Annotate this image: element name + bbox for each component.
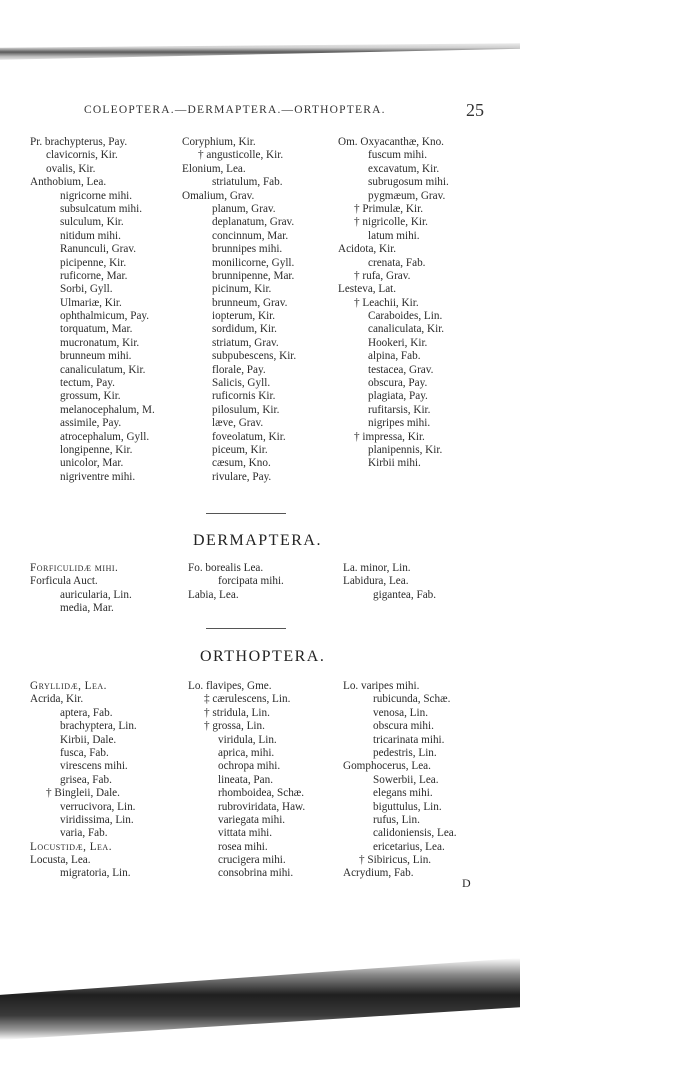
species-entry: testacea, Grav. bbox=[368, 363, 434, 376]
species-entry: aptera, Fab. bbox=[60, 706, 113, 719]
species-entry: subpubescens, Kir. bbox=[212, 350, 297, 363]
species-entry: clavicornis, Kir. bbox=[46, 149, 118, 162]
species-entry: lineata, Pan. bbox=[218, 773, 273, 786]
species-entry: striatulum, Fab. bbox=[212, 176, 283, 189]
species-entry: latum mihi. bbox=[368, 229, 420, 242]
genus-entry: Forficulidæ mihi. bbox=[30, 562, 119, 574]
genus-entry: Anthobium, Lea. bbox=[30, 176, 107, 189]
species-entry: ruficornis Kir. bbox=[212, 390, 276, 403]
species-entry: tricarinata mihi. bbox=[373, 733, 445, 746]
species-entry: læve, Grav. bbox=[212, 417, 264, 430]
species-entry: picinum, Kir. bbox=[212, 283, 272, 296]
species-entry: ericetarius, Lea. bbox=[373, 840, 445, 853]
genus-entry: Om. Oxyacanthæ, Kno. bbox=[338, 136, 444, 148]
species-entry: † impressa, Kir. bbox=[354, 430, 425, 443]
genus-entry: Pr. brachypterus, Pay. bbox=[30, 136, 128, 148]
species-entry: deplanatum, Grav. bbox=[212, 216, 295, 229]
species-entry: plagiata, Pay. bbox=[368, 390, 428, 403]
species-entry: ruficorne, Mar. bbox=[60, 269, 128, 282]
genus-entry: Locustidæ, Lea. bbox=[30, 840, 113, 853]
dermaptera-column-1 bbox=[30, 562, 132, 616]
species-entry: media, Mar. bbox=[60, 602, 114, 615]
species-entry: assimile, Pay. bbox=[60, 417, 122, 430]
species-entry: ‡ cærulescens, Lin. bbox=[204, 693, 291, 706]
species-entry: ovalis, Kir. bbox=[46, 162, 96, 175]
species-entry: brachyptera, Lin. bbox=[60, 720, 137, 733]
dermaptera-column-2 bbox=[188, 562, 284, 602]
species-entry: obscura, Pay. bbox=[368, 377, 428, 390]
species-entry: mucronatum, Kir. bbox=[60, 336, 140, 349]
species-entry: pygmæum, Grav. bbox=[368, 189, 446, 202]
species-entry: rivulare, Pay. bbox=[212, 470, 272, 483]
species-entry: forcipata mihi. bbox=[218, 575, 284, 588]
section-divider bbox=[206, 628, 286, 629]
orthoptera-column-1 bbox=[30, 680, 137, 881]
species-entry: † Leachii, Kir. bbox=[354, 296, 419, 309]
genus-entry: Acrida, Kir. bbox=[30, 693, 84, 706]
species-entry: migratoria, Lin. bbox=[60, 867, 131, 880]
species-entry: canaliculatum, Kir. bbox=[60, 363, 146, 376]
genus-entry: Acrydium, Fab. bbox=[343, 867, 414, 880]
genus-entry: Lesteva, Lat. bbox=[338, 283, 397, 296]
species-entry: melanocephalum, M. bbox=[60, 403, 155, 416]
species-entry: cæsum, Kno. bbox=[212, 457, 271, 470]
section-title-orthoptera: ORTHOPTERA. bbox=[200, 648, 326, 665]
species-entry: ochropa mihi. bbox=[218, 760, 281, 773]
species-entry: rufus, Lin. bbox=[373, 813, 420, 826]
species-entry: variegata mihi. bbox=[218, 813, 286, 826]
coleoptera-column-2 bbox=[182, 136, 296, 484]
species-entry: † grossa, Lin. bbox=[204, 720, 265, 733]
species-entry: iopterum, Kir. bbox=[212, 310, 276, 323]
species-entry: foveolatum, Kir. bbox=[212, 430, 286, 443]
species-entry: † angusticolle, Kir. bbox=[198, 149, 284, 162]
species-entry: fusca, Fab. bbox=[60, 746, 109, 759]
species-entry: excavatum, Kir. bbox=[368, 162, 440, 175]
species-entry: rufitarsis, Kir. bbox=[368, 403, 431, 416]
species-entry: planum, Grav. bbox=[212, 202, 276, 215]
species-entry: Kirbii mihi. bbox=[368, 457, 421, 470]
species-entry: florale, Pay. bbox=[212, 363, 266, 376]
species-entry: nigricorne mihi. bbox=[60, 189, 133, 202]
scan-edge-bottom bbox=[0, 958, 520, 1040]
species-entry: brunneum mihi. bbox=[60, 350, 132, 363]
species-entry: monilicorne, Gyll. bbox=[212, 256, 295, 269]
species-entry: rubicunda, Schæ. bbox=[373, 693, 451, 706]
species-entry: brunnipenne, Mar. bbox=[212, 269, 295, 282]
page-number: 25 bbox=[466, 100, 484, 120]
species-entry: elegans mihi. bbox=[373, 787, 433, 800]
species-entry: † Bingleii, Dale. bbox=[46, 787, 120, 800]
species-entry: biguttulus, Lin. bbox=[373, 800, 442, 813]
species-entry: † stridula, Lin. bbox=[204, 706, 270, 719]
species-entry: † Primulæ, Kir. bbox=[354, 202, 423, 215]
genus-entry: Locusta, Lea. bbox=[30, 854, 91, 867]
species-entry: rhomboidea, Schæ. bbox=[218, 787, 305, 800]
species-entry: Caraboides, Lin. bbox=[368, 310, 443, 323]
species-entry: venosa, Lin. bbox=[373, 706, 428, 719]
genus-entry: Labidura, Lea. bbox=[343, 575, 409, 588]
species-entry: rubroviridata, Haw. bbox=[218, 800, 306, 813]
species-entry: Sowerbii, Lea. bbox=[373, 773, 439, 786]
species-entry: piceum, Kir. bbox=[212, 443, 268, 456]
section-title-dermaptera: DERMAPTERA. bbox=[193, 532, 322, 549]
genus-entry: Fo. borealis Lea. bbox=[188, 562, 264, 574]
genus-entry: Gryllidæ, Lea. bbox=[30, 680, 107, 692]
genus-entry: Omalium, Grav. bbox=[182, 189, 255, 202]
orthoptera-column-2 bbox=[188, 680, 305, 881]
species-entry: brunnipes mihi. bbox=[212, 243, 283, 256]
signature-mark: D bbox=[462, 876, 471, 890]
species-entry: obscura mihi. bbox=[373, 720, 434, 733]
species-entry: gigantea, Fab. bbox=[373, 588, 437, 601]
species-entry: ophthalmicum, Pay. bbox=[60, 310, 150, 323]
dermaptera-column-3 bbox=[343, 562, 436, 602]
section-divider bbox=[206, 513, 286, 514]
species-entry: crucigera mihi. bbox=[218, 854, 286, 867]
species-entry: concinnum, Mar. bbox=[212, 229, 289, 242]
species-entry: canaliculata, Kir. bbox=[368, 323, 445, 336]
species-entry: vittata mihi. bbox=[218, 827, 273, 840]
species-entry: nigripes mihi. bbox=[368, 417, 431, 430]
genus-entry: Acidota, Kir. bbox=[338, 243, 397, 256]
genus-entry: Gomphocerus, Lea. bbox=[343, 760, 431, 773]
species-entry: grossum, Kir. bbox=[60, 390, 121, 403]
genus-entry: Lo. flavipes, Gme. bbox=[188, 680, 272, 692]
genus-entry: Coryphium, Kir. bbox=[182, 136, 256, 148]
coleoptera-column-3 bbox=[338, 136, 449, 471]
species-entry: rosea mihi. bbox=[218, 840, 268, 853]
species-entry: consobrina mihi. bbox=[218, 867, 294, 880]
species-entry: unicolor, Mar. bbox=[60, 457, 124, 470]
species-entry: sordidum, Kir. bbox=[212, 323, 277, 336]
coleoptera-column-1 bbox=[30, 136, 155, 484]
species-entry: crenata, Fab. bbox=[368, 256, 426, 269]
species-entry: planipennis, Kir. bbox=[368, 443, 443, 456]
species-entry: atrocephalum, Gyll. bbox=[60, 430, 150, 443]
species-entry: Hookeri, Kir. bbox=[368, 336, 428, 349]
species-entry: viridissima, Lin. bbox=[60, 813, 134, 826]
species-entry: longipenne, Kir. bbox=[60, 443, 133, 456]
species-entry: striatum, Grav. bbox=[212, 336, 279, 349]
running-header: COLEOPTERA.—DERMAPTERA.—ORTHOPTERA. bbox=[84, 104, 386, 116]
genus-entry: Elonium, Lea. bbox=[182, 162, 246, 175]
species-entry: Sorbi, Gyll. bbox=[60, 283, 113, 296]
species-entry: viridula, Lin. bbox=[218, 733, 277, 746]
species-entry: † Sibiricus, Lin. bbox=[359, 854, 432, 867]
species-entry: nitidum mihi. bbox=[60, 229, 121, 242]
species-entry: alpina, Fab. bbox=[368, 350, 421, 363]
species-entry: aprica, mihi. bbox=[218, 746, 275, 759]
species-entry: Salicis, Gyll. bbox=[212, 377, 271, 390]
species-entry: subsulcatum mihi. bbox=[60, 202, 143, 215]
species-entry: grisea, Fab. bbox=[60, 773, 112, 786]
species-entry: picipenne, Kir. bbox=[60, 256, 127, 269]
species-entry: pilosulum, Kir. bbox=[212, 403, 280, 416]
species-entry: varia, Fab. bbox=[60, 827, 108, 840]
species-entry: nigriventre mihi. bbox=[60, 470, 136, 483]
species-entry: tectum, Pay. bbox=[60, 377, 115, 390]
species-entry: auricularia, Lin. bbox=[60, 588, 132, 601]
orthoptera-column-3 bbox=[343, 680, 457, 881]
species-entry: Ulmariæ, Kir. bbox=[60, 296, 122, 309]
species-entry: † rufa, Grav. bbox=[354, 269, 411, 282]
species-entry: subrugosum mihi. bbox=[368, 176, 449, 189]
genus-entry: La. minor, Lin. bbox=[343, 562, 411, 574]
genus-entry: Forficula Auct. bbox=[30, 575, 98, 588]
species-entry: † nigricolle, Kir. bbox=[354, 216, 428, 229]
genus-entry: Labia, Lea. bbox=[188, 588, 239, 601]
species-entry: fuscum mihi. bbox=[368, 149, 428, 162]
species-entry: virescens mihi. bbox=[60, 760, 128, 773]
species-entry: verrucivora, Lin. bbox=[60, 800, 136, 813]
species-entry: calidoniensis, Lea. bbox=[373, 827, 457, 840]
species-entry: Ranunculi, Grav. bbox=[60, 243, 137, 256]
species-entry: torquatum, Mar. bbox=[60, 323, 133, 336]
species-entry: sulculum, Kir. bbox=[60, 216, 124, 229]
scan-edge-top bbox=[0, 40, 520, 62]
species-entry: Kirbii, Dale. bbox=[60, 733, 117, 746]
species-entry: pedestris, Lin. bbox=[373, 746, 437, 759]
genus-entry: Lo. varipes mihi. bbox=[343, 680, 420, 692]
species-entry: brunneum, Grav. bbox=[212, 296, 288, 309]
